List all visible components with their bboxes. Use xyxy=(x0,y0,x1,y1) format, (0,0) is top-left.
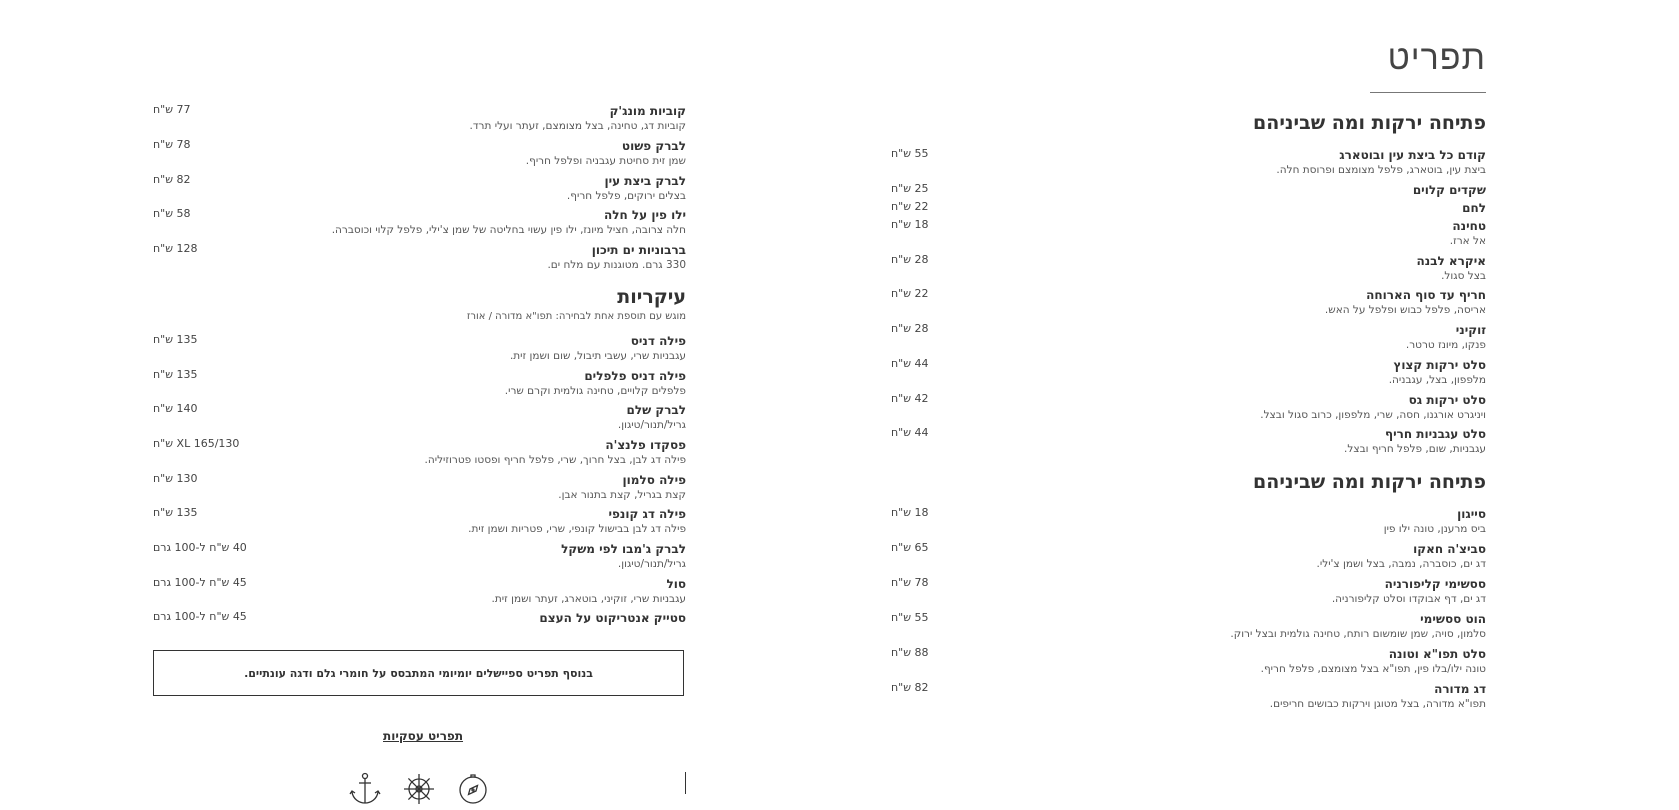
item-name: לברק פשוט xyxy=(621,139,686,153)
menu-item xyxy=(891,576,1486,611)
business-menu-link[interactable]: תפריט עסקיות xyxy=(383,729,464,743)
menu-item xyxy=(891,287,1486,322)
item-price: 135 ש"ח xyxy=(153,506,198,519)
section-heading-raw: פתיחה ירקות ומה שביניהם xyxy=(1253,471,1486,493)
item-name: פילה סלמון xyxy=(622,473,686,487)
item-name: קודם כל ביצת עין ובוטארג xyxy=(1339,148,1486,162)
item-name: איקרא לבנה xyxy=(1416,254,1486,268)
item-name: פסקדו פלנצ'ה xyxy=(605,438,686,452)
item-description: 330 גרם. מטוגנות עם מלח ים. xyxy=(547,259,686,271)
mains-subtitle: מוגש עם תוספת אחת לבחירה: תפו"א מדורה / אורז xyxy=(466,311,686,322)
menu-item xyxy=(153,243,686,277)
item-description: גריל/תנור/טיגון. xyxy=(617,419,686,431)
menu-item xyxy=(891,392,1486,427)
item-price: 55 ש"ח xyxy=(891,147,929,160)
menu-item xyxy=(153,507,686,541)
item-name: סלט עגבניות חריף xyxy=(1385,427,1486,441)
item-price: 77 ש"ח xyxy=(153,103,191,116)
anchor-icon xyxy=(348,772,382,806)
item-description: דג ים, כוסברה, נמבה, בצל ושמן צ'ילי. xyxy=(1316,558,1486,570)
item-name: לחם xyxy=(1462,201,1486,215)
item-price: 82 ש"ח xyxy=(153,173,191,186)
ship-wheel-icon xyxy=(402,772,436,806)
menu-item xyxy=(153,438,686,472)
menu-item xyxy=(891,681,1486,716)
item-description: עגבניות שרי, זוקיני, בוטארג, זעתר ושמן זית. xyxy=(491,593,686,605)
item-name: סול xyxy=(666,577,686,591)
item-description: אריסה, פלפל כבוש ופלפל על האש. xyxy=(1324,304,1486,316)
section-heading-starters: פתיחה ירקות ומה שביניהם xyxy=(1253,112,1486,134)
item-price: 78 ש"ח xyxy=(891,576,929,589)
item-description: מלפפון, בצל, עגבניה. xyxy=(1388,374,1486,386)
title-divider xyxy=(1370,92,1486,93)
menu-item xyxy=(153,577,686,611)
menu-item xyxy=(891,357,1486,392)
item-price: 25 ש"ח xyxy=(891,182,929,195)
item-price: 22 ש"ח xyxy=(891,287,929,300)
menu-item xyxy=(153,403,686,437)
item-price: 128 ש"ח xyxy=(153,242,198,255)
menu-item xyxy=(153,139,686,173)
item-name: טחינה xyxy=(1452,219,1486,233)
item-price: 65 ש"ח xyxy=(891,541,929,554)
item-name: פילה דניס פלפלים xyxy=(584,369,686,383)
item-name: סביצ'ה חאקו xyxy=(1413,542,1486,556)
menu-item xyxy=(153,334,686,368)
item-name: ססשימי קליפורניה xyxy=(1384,577,1486,591)
item-price: 78 ש"ח xyxy=(153,138,191,151)
item-name: סלט תפו"א וטונה xyxy=(1388,647,1486,661)
item-description: פנקו, מיונז טרטר. xyxy=(1405,339,1486,351)
item-price: 140 ש"ח xyxy=(153,402,198,415)
menu-item xyxy=(891,426,1486,461)
item-price: 44 ש"ח xyxy=(891,426,929,439)
item-name: דג מדורה xyxy=(1434,682,1486,696)
item-name: חריף עד סוף הארוחה xyxy=(1366,288,1486,302)
item-price: 44 ש"ח xyxy=(891,357,929,370)
menu-item xyxy=(891,218,1486,253)
item-name: סטייק אנטריקוט על העצם xyxy=(539,611,686,625)
item-name: סלט ירקות קצוץ xyxy=(1393,358,1486,372)
item-price: 18 ש"ח xyxy=(891,506,929,519)
item-price: 130 ש"ח xyxy=(153,472,198,485)
menu-item xyxy=(891,646,1486,681)
compass-icon xyxy=(456,772,490,806)
item-description: חלה צרובה, חציל מיונז, ילו פין עשוי בחליטה של שמן צ'ילי, פלפל קלוי וכוסברה. xyxy=(331,224,686,236)
menu-item xyxy=(153,542,686,576)
item-price: 28 ש"ח xyxy=(891,322,929,335)
menu-item xyxy=(153,104,686,138)
menu-item xyxy=(153,611,686,645)
item-price: 42 ש"ח xyxy=(891,392,929,405)
item-description: עגבניות שרי, עשבי תיבול, שום ושמן זית. xyxy=(509,350,686,362)
item-name: לברק ג'מבו לפי משקל xyxy=(561,542,686,556)
menu-item xyxy=(153,473,686,507)
item-description: שמן זית סחיטת עגבניה ופלפל חריף. xyxy=(525,155,686,167)
item-description: פלפלים קלויים, טחינה גולמית וקרם שרי. xyxy=(504,385,686,397)
item-price: 28 ש"ח xyxy=(891,253,929,266)
menu-item xyxy=(891,147,1486,182)
item-description: קוביות דג, טחינה, בצל מצומצם, זעתר ועלי תרד. xyxy=(469,120,686,132)
menu-item xyxy=(153,369,686,403)
section-heading-mains: עיקריות xyxy=(617,286,686,308)
menu-item xyxy=(153,208,686,242)
item-description: אל ארז. xyxy=(1449,235,1486,247)
item-description: בצלים ירוקים, פלפל חריף. xyxy=(566,190,686,202)
item-name: פילה דג קונפי xyxy=(608,507,686,521)
item-description: ויניגרט אורגנו, חסה, שרי, מלפפון, כרוב סגול ובצל. xyxy=(1260,409,1486,421)
item-description: פילה דג לבן, בצל חרוך, שרי, פלפל חריף ופסטו פטרוזיליה. xyxy=(424,454,686,466)
menu-item xyxy=(891,541,1486,576)
item-price: 82 ש"ח xyxy=(891,681,929,694)
item-description: סלמון, סויה, שמן שומשום רותח, טחינה גולמית ובצל ירוק. xyxy=(1230,628,1486,640)
item-price: 58 ש"ח xyxy=(153,207,191,220)
item-name: הוט ססשימי xyxy=(1420,612,1486,626)
item-description: בצל סגול. xyxy=(1441,270,1486,282)
item-price: 55 ש"ח xyxy=(891,611,929,624)
item-description: עגבניות, שום, פלפל חריף ובצל. xyxy=(1344,443,1486,455)
item-price: 40 ש"ח ל-100 גרם xyxy=(153,541,247,554)
item-price: 135 ש"ח xyxy=(153,368,198,381)
item-price: 165/130 XL ש"ח xyxy=(153,437,240,450)
item-description: טונה ילו/בלו פין, תפו"א בצל מצומצם, פלפל חריף. xyxy=(1260,663,1486,675)
item-name: ילו פין על חלה xyxy=(604,208,686,222)
item-price: 135 ש"ח xyxy=(153,333,198,346)
item-description: קצת בגריל, קצת בתנור אבן. xyxy=(558,489,686,501)
item-description: פילה דג לבן בבישול קונפי, שרי, פטריות ושמן זית. xyxy=(468,523,686,535)
item-price: 45 ש"ח ל-100 גרם xyxy=(153,610,247,623)
item-name: לברק שלם xyxy=(626,403,686,417)
menu-item xyxy=(891,611,1486,646)
item-name: פילה דניס xyxy=(630,334,686,348)
vertical-divider xyxy=(685,772,686,794)
item-name: ברבוניות ים תיכון xyxy=(591,243,686,257)
item-description: תפו"א מדורה, בצל מטוגן וירקות כבושים חריפים. xyxy=(1269,698,1486,710)
item-name: סייגון xyxy=(1457,507,1486,521)
menu-item xyxy=(891,322,1486,357)
item-description: ביס מרענן, טונה ילו פין xyxy=(1383,523,1486,535)
item-price: 88 ש"ח xyxy=(891,646,929,659)
menu-title: תפריט xyxy=(1387,38,1486,78)
item-name: לברק ביצת עין xyxy=(604,174,686,188)
menu-item xyxy=(153,174,686,208)
menu-item xyxy=(891,506,1486,541)
item-price: 45 ש"ח ל-100 גרם xyxy=(153,576,247,589)
footer-icons xyxy=(348,772,490,806)
item-description: ביצת עין, בוטארג, פלפל מצומצם ופרוסת חלה. xyxy=(1276,164,1486,176)
item-name: שקדים קלוים xyxy=(1412,183,1486,197)
item-description: גריל/תנור/טיגון. xyxy=(617,558,686,570)
item-description: דג ים, דף אבוקדו וסלט קליפורניה. xyxy=(1331,593,1486,605)
item-price: 22 ש"ח xyxy=(891,200,929,213)
item-name: סלט ירקות גס xyxy=(1408,393,1486,407)
menu-item xyxy=(891,253,1486,288)
item-name: זוקיני xyxy=(1455,323,1486,337)
item-price: 18 ש"ח xyxy=(891,218,929,231)
item-name: קוביות מונג'ק xyxy=(609,104,686,118)
specials-note-box: בנוסף תפריט ספיישלים יומיומי המתבסס על חומרי גלם ודגה עונתיים. xyxy=(153,650,684,696)
